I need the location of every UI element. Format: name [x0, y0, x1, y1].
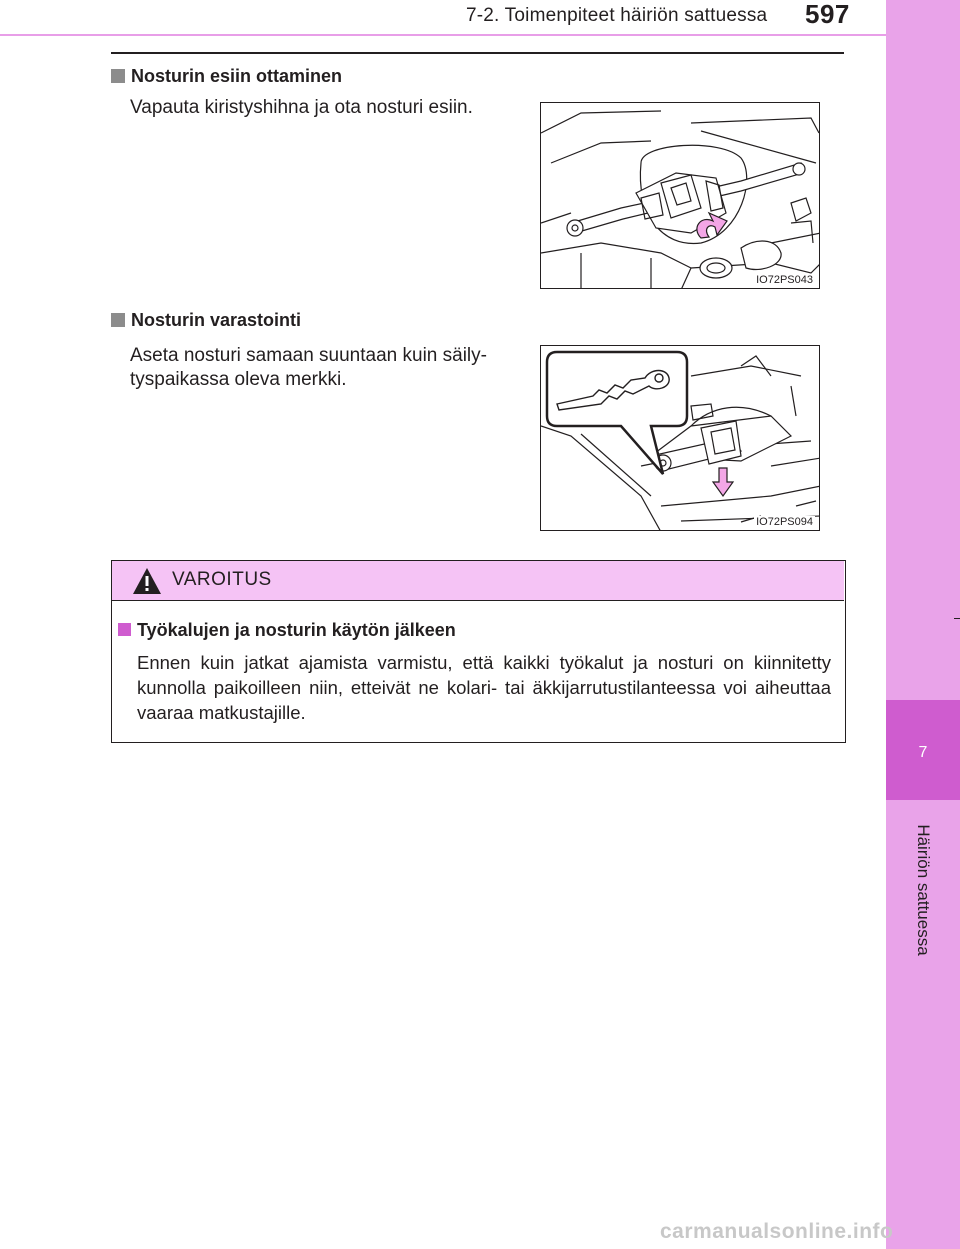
section-heading-text: Nosturin varastointi — [131, 310, 302, 330]
bullet-square-icon — [111, 69, 125, 83]
warning-subheading-text: Työkalujen ja nosturin käytön jälkeen — [137, 620, 456, 640]
edge-tick — [954, 618, 960, 619]
content-top-rule — [111, 52, 844, 54]
page-header — [0, 0, 886, 40]
watermark: carmanualsonline.info — [660, 1220, 894, 1243]
chapter-tab[interactable] — [886, 700, 960, 800]
warning-text: Ennen kuin jatkat ajamista varmistu, että kaikki työkalut ja nosturi on kiinnitetty kunnolla paikoilleen niin, etteivät ne kolari- tai äkkijarrutustilanteessa voi aiheuttaa vaaraa matkustajille. — [137, 652, 831, 723]
jack-removal-illustration — [541, 103, 820, 289]
figure-code: IO72PS094 — [756, 516, 813, 528]
warning-box — [111, 560, 846, 743]
chapter-sidebar — [886, 0, 960, 1249]
page-number: 597 — [805, 0, 850, 29]
figure-jack-storage — [540, 345, 820, 531]
warning-subheading — [118, 620, 456, 641]
section-heading-jack-storage — [111, 310, 301, 331]
bullet-square-icon — [111, 313, 125, 327]
warning-header — [112, 561, 844, 601]
section-heading-text: Nosturin esiin ottaminen — [131, 66, 343, 86]
header-rule — [0, 34, 886, 36]
warning-title: VAROITUS — [172, 569, 272, 590]
section-body-jack-storage: Aseta nosturi samaan suuntaan kuin säily-tyspaikassa oleva merkki. — [130, 345, 487, 390]
section-heading-jack-removal — [111, 66, 342, 87]
warning-triangle-icon — [132, 567, 162, 595]
chapter-number: 7 — [918, 744, 928, 761]
jack-storage-illustration — [541, 346, 820, 531]
figure-code: IO72PS043 — [756, 274, 813, 286]
figure-jack-removal — [540, 102, 820, 289]
chapter-title: Häiriön sattuessa — [914, 824, 933, 956]
header-section-title: 7-2. Toimenpiteet häiriön sattuessa — [466, 5, 768, 26]
bullet-square-icon — [118, 623, 131, 636]
section-body-jack-removal: Vapauta kiristyshihna ja ota nosturi esiin. — [130, 97, 473, 118]
